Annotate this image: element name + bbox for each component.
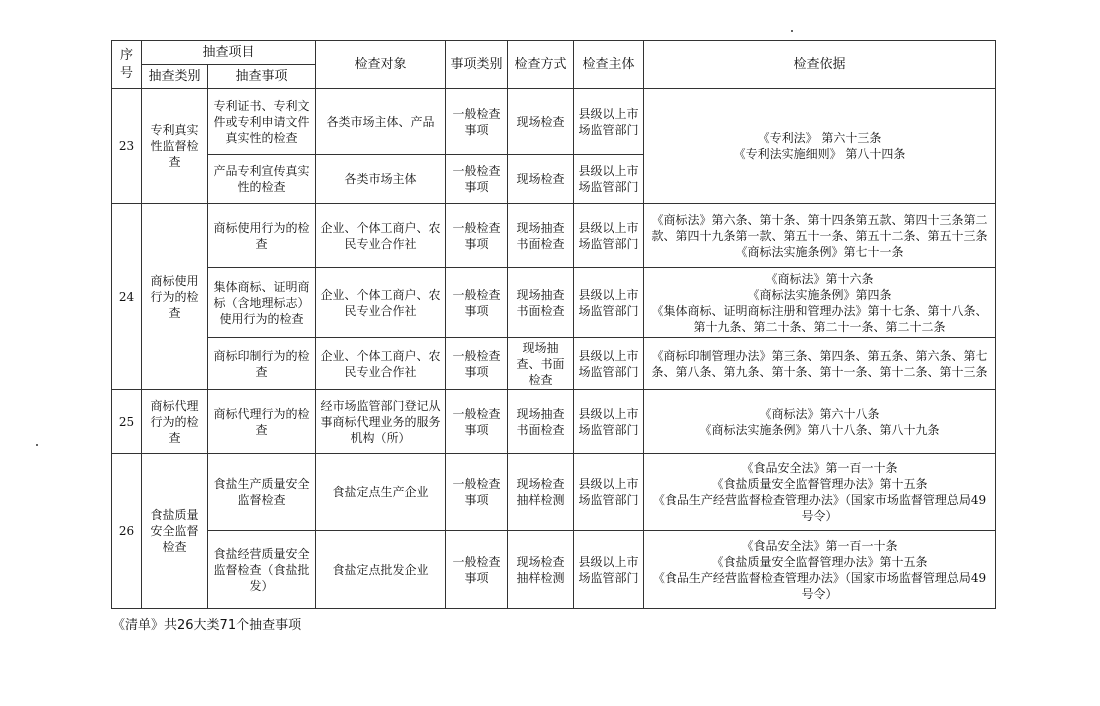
row-matter-type: 一般检查事项 (446, 338, 508, 390)
row-matter: 产品专利宣传真实性的检查 (208, 155, 316, 204)
row-matter: 食盐经营质量安全监督检查（食盐批发） (208, 531, 316, 609)
header-category: 抽查类别 (142, 65, 208, 89)
row-basis (644, 268, 996, 338)
row-target: 企业、个体工商户、农民专业合作社 (316, 338, 446, 390)
basis-line: 《商标法》第十六条 (765, 271, 874, 286)
row-category: 食盐质量安全监督检查 (142, 454, 208, 609)
row-category: 商标使用行为的检查 (142, 204, 208, 390)
table-row (112, 268, 996, 338)
row-matter-type: 一般检查事项 (446, 89, 508, 155)
table-row (112, 338, 996, 390)
scan-speck (791, 30, 793, 32)
basis-line: 《食品生产经营监督检查管理办法》（国家市场监督管理总局49号令） (652, 570, 987, 601)
header-item-group: 抽查项目 (142, 41, 316, 65)
basis-line: 《商标法》第六十八条 (759, 406, 880, 421)
header-seq: 序号 (112, 41, 142, 89)
row-method: 现场抽查书面检查 (508, 268, 574, 338)
row-target: 各类市场主体 (316, 155, 446, 204)
row-target: 企业、个体工商户、农民专业合作社 (316, 268, 446, 338)
row-subject: 县级以上市场监管部门 (574, 204, 644, 268)
row-target: 食盐定点批发企业 (316, 531, 446, 609)
basis-line: 《食盐质量安全监督管理办法》第十五条 (711, 554, 928, 569)
row-subject: 县级以上市场监管部门 (574, 338, 644, 390)
basis-line: 《专利法》 第六十三条 (757, 131, 882, 145)
row-target: 企业、个体工商户、农民专业合作社 (316, 204, 446, 268)
header-basis: 检查依据 (644, 41, 996, 89)
basis-line: 《商标法实施条例》第四条 (747, 287, 892, 302)
basis-line: 《专利法实施细则》 第八十四条 (733, 147, 906, 161)
header-method: 检查方式 (508, 41, 574, 89)
row-matter-type: 一般检查事项 (446, 390, 508, 454)
row-matter-type: 一般检查事项 (446, 268, 508, 338)
row-matter: 商标印制行为的检查 (208, 338, 316, 390)
row-seq: 26 (112, 454, 142, 609)
row-basis (644, 204, 996, 268)
header-matter-type: 事项类别 (446, 41, 508, 89)
inspection-table (111, 40, 996, 609)
basis-line: 《食品生产经营监督检查管理办法》（国家市场监督管理总局49号令） (652, 493, 987, 523)
basis-line: 《集体商标、证明商标注册和管理办法》第十七条、第十八条、第十九条、第二十条、第二十一条、第二十二条 (651, 303, 988, 334)
row-method: 现场抽查书面检查 (508, 204, 574, 268)
row-basis (644, 89, 996, 204)
row-method: 现场检查 (508, 89, 574, 155)
row-method: 现场检查抽样检测 (508, 531, 574, 609)
header-target: 检查对象 (316, 41, 446, 89)
row-target: 各类市场主体、产品 (316, 89, 446, 155)
row-subject: 县级以上市场监管部门 (574, 155, 644, 204)
table-row (112, 204, 996, 268)
row-basis (644, 531, 996, 609)
row-method: 现场抽查书面检查 (508, 390, 574, 454)
basis-line: 《食品安全法》第一百一十条 (741, 538, 898, 553)
row-basis (644, 390, 996, 454)
row-seq: 25 (112, 390, 142, 454)
row-seq: 24 (112, 204, 142, 390)
row-matter: 食盐生产质量安全监督检查 (208, 454, 316, 531)
table-row (112, 531, 996, 609)
row-matter-type: 一般检查事项 (446, 454, 508, 531)
row-matter-type: 一般检查事项 (446, 531, 508, 609)
row-method: 现场抽查、书面检查 (508, 338, 574, 390)
row-subject: 县级以上市场监管部门 (574, 390, 644, 454)
row-matter: 商标代理行为的检查 (208, 390, 316, 454)
header-matter: 抽查事项 (208, 65, 316, 89)
basis-line: 《商标法》第六条、第十条、第十四条第五款、第四十三条第二款、第四十九条第一款、第五十一条、第五十二条、第五十三条 (651, 212, 988, 243)
row-basis (644, 454, 996, 531)
row-target: 食盐定点生产企业 (316, 454, 446, 531)
row-matter: 商标使用行为的检查 (208, 204, 316, 268)
table-row (112, 89, 996, 155)
row-subject: 县级以上市场监管部门 (574, 454, 644, 531)
row-matter: 集体商标、证明商标（含地理标志）使用行为的检查 (208, 268, 316, 338)
list-summary-footer: 《清单》共26大类71个抽查事项 (112, 618, 302, 633)
row-category: 专利真实性监督检查 (142, 89, 208, 204)
table-row (112, 454, 996, 531)
row-method: 现场检查 (508, 155, 574, 204)
row-category: 商标代理行为的检查 (142, 390, 208, 454)
row-seq: 23 (112, 89, 142, 204)
basis-line: 《商标法实施条例》第七十一条 (735, 244, 904, 259)
row-target: 经市场监管部门登记从事商标代理业务的服务机构（所） (316, 390, 446, 454)
row-subject: 县级以上市场监管部门 (574, 531, 644, 609)
scan-speck (36, 444, 38, 446)
basis-line: 《食盐质量安全监督管理办法》第十五条 (711, 477, 928, 491)
row-matter-type: 一般检查事项 (446, 204, 508, 268)
row-matter: 专利证书、专利文件或专利申请文件真实性的检查 (208, 89, 316, 155)
row-method: 现场检查抽样检测 (508, 454, 574, 531)
inspection-list-sheet (111, 40, 996, 609)
table-row (112, 390, 996, 454)
row-basis (644, 338, 996, 390)
header-subject: 检查主体 (574, 41, 644, 89)
basis-line: 《食品安全法》第一百一十条 (741, 461, 898, 475)
basis-line: 《商标印制管理办法》第三条、第四条、第五条、第六条、第七条、第八条、第九条、第十条、第十一条、第十二条、第十三条 (651, 348, 988, 379)
row-subject: 县级以上市场监管部门 (574, 268, 644, 338)
row-matter-type: 一般检查事项 (446, 155, 508, 204)
basis-line: 《商标法实施条例》第八十八条、第八十九条 (699, 422, 940, 437)
row-subject: 县级以上市场监管部门 (574, 89, 644, 155)
